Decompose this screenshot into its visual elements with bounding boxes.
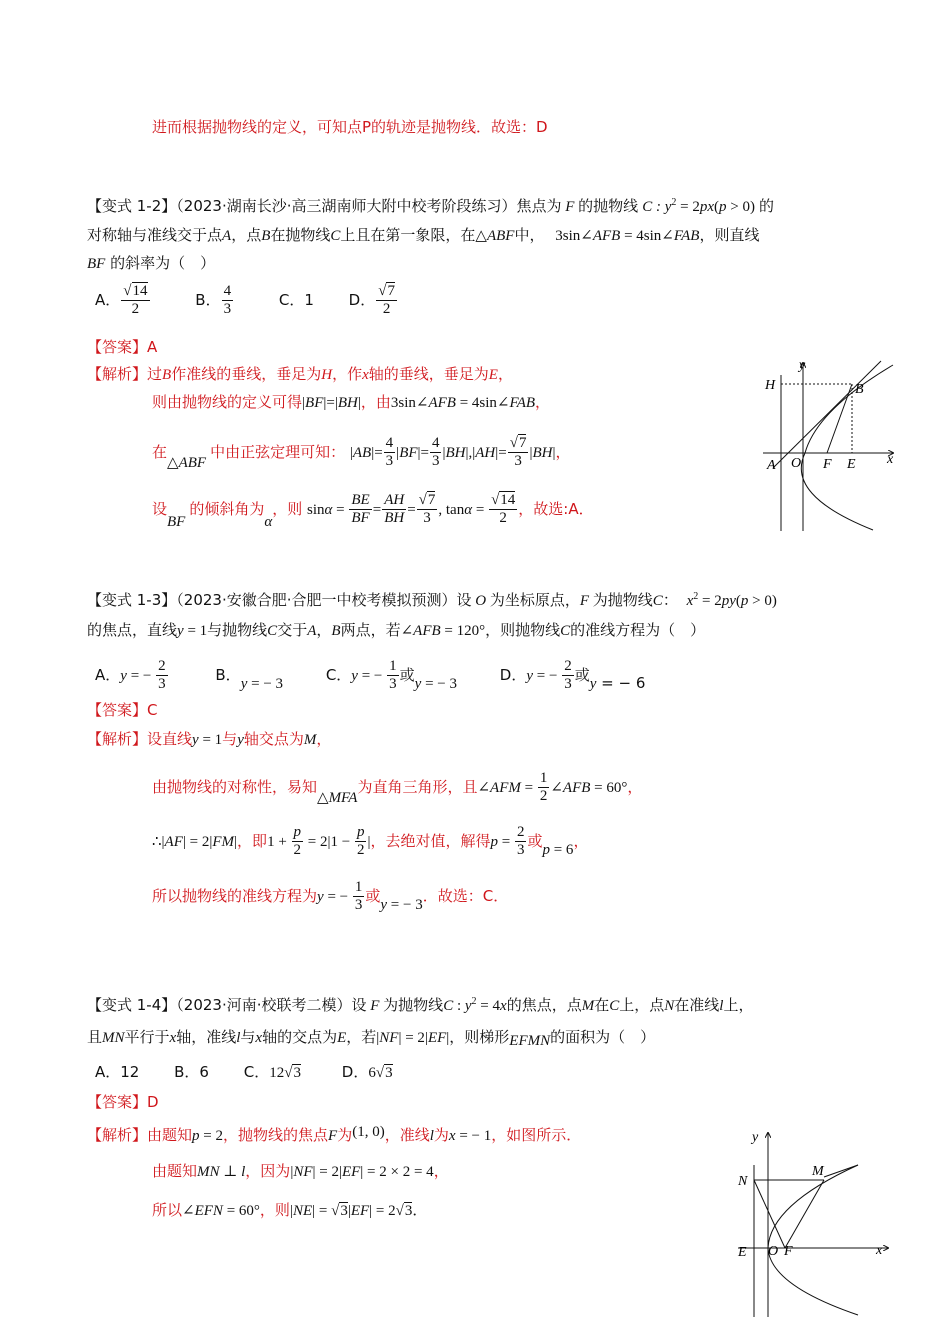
top-conclusion: 进而根据抛物线的定义，可知点P的轨迹是抛物线．故选：D [152,118,548,136]
p12-analysis-3: 在△ABF中由正弦定理可知： |AB|= $\frac{4}{3}$ |BF|= $\frac{4}{3}$ |BH|,|AH|= $\frac{√7}{3}$ |BH|， [152,435,571,471]
p12-stem-line1: 【变式 1-2】（2023·湖南长沙·高三湖南师大附中校考阶段练习）焦点为 F 的抛物线 C : $y^2 = 2px(p > 0)$ 的 [87,197,774,215]
label-x: x [887,452,894,467]
label-n: N [738,1174,748,1189]
label-y: y [752,1130,759,1145]
p12-analysis-4: 设BF的倾斜角为α，则 sinα = $\frac{BE}{BF}$ = $\frac{AH}{BH}$ = $\frac{√7}{3}$ , tanα = $\frac{√14}{2}$ ，故选:A． [152,492,594,530]
p14-stem-line1: 【变式 1-4】（2023·河南·校联考二模）设 F 为抛物线C : $y^2 = 4x$的焦点，点M在C上，点N在准线l上， [87,996,754,1014]
p13-analysis-2: 由抛物线的对称性，易知△MFA为直角三角形，且∠AFM = $\frac{1}{2}$ ∠AFB = 60°， [152,770,643,806]
p14-analysis-3: 所以∠EFN = 60°，则|NE| = √3|EF| = 2√3． [152,1201,428,1219]
p13-analysis-4: 所以抛物线的准线方程为y = − $\frac{1}{3}$ 或y = − 3．故选：C． [152,879,509,913]
p14-options: A．12 B．6 C．12√3 D．6√3 [95,1063,393,1081]
p14-analysis-1: 【解析】由题知p = 2，抛物线的焦点F为(1, 0)，准线l为x = − 1，如图所示． [87,1124,582,1144]
label-o: O [768,1244,779,1259]
label-f: F [784,1244,793,1259]
p12-stem-line2: 对称轴与准线交于点A，点B在抛物线C上且在第一象限，在△ABF中， 3sin∠AFB = 4sin∠FAB，则直线 [87,226,760,244]
parabola-curve [801,365,893,530]
label-h: H [765,378,776,393]
p12-stem-line3: BF 的斜率为（ ） [87,254,216,272]
label-m: M [812,1164,824,1179]
label-f: F [823,457,832,472]
p14-analysis-2: 由题知MN ⊥ l，因为|NF| = 2|EF| = 2 × 2 = 4， [152,1162,449,1180]
p13-options: A．y = − $\frac{2}{3}$ B．y = − 3 C．y = − $\frac{1}{3}$ 或y = − 3 D．y = − $\frac{2}{3}$ 或y = − 6 [95,658,646,692]
p13-stem-line1: 【变式 1-3】（2023·安徽合肥·合肥一中校考模拟预测）设 O 为坐标原点，F 为抛物线C： $x^2 = 2py(p > 0)$ [87,591,777,609]
label-y: y [799,358,806,373]
segment-mf [785,1180,824,1248]
p12-answer: 【答案】A [87,338,158,356]
label-e: E [847,457,856,472]
p14-figure [730,1125,895,1320]
p12-analysis-2: 则由抛物线的定义可得|BF|=|BH|，由3sin∠AFB = 4sin∠FAB， [152,393,551,411]
p13-analysis-1: 【解析】设直线y = 1与y轴交点为M， [87,730,332,748]
label-e: E [738,1245,747,1260]
label-o: O [791,456,802,471]
label-b: B [855,382,864,397]
line-bf [827,384,852,453]
parabola-extension [824,1165,858,1177]
label-a: A [767,458,776,473]
label-x: x [876,1243,883,1258]
p12-analysis-1: 【解析】过B作准线的垂线，垂足为H，作x轴的垂线，垂足为E， [87,365,513,383]
p13-analysis-3: ∴|AF| = 2|FM|，即1 + $\frac{p}{2}$ = 2|1 − $\frac{p}{2}$ |，去绝对值，解得p = $\frac{2}{3}$ 或p = 6， [152,824,589,858]
p13-stem-line2: 的焦点，直线y = 1与抛物线C交于A，B两点，若∠AFB = 120°，则抛物线C的准线方程为（ ） [87,621,706,639]
p12-figure [755,355,900,535]
p12-options: A． $\frac{√14}{2}$ B． $\frac{4}{3}$ C．1 D． $\frac{√7}{2}$ [95,283,395,317]
p14-stem-line2: 且MN平行于x轴，准线l与x轴的交点为E，若|NF| = 2|EF|，则梯形EFMN的面积为（ ） [87,1028,656,1049]
p13-answer: 【答案】C [87,701,158,719]
p14-answer: 【答案】D [87,1093,159,1111]
